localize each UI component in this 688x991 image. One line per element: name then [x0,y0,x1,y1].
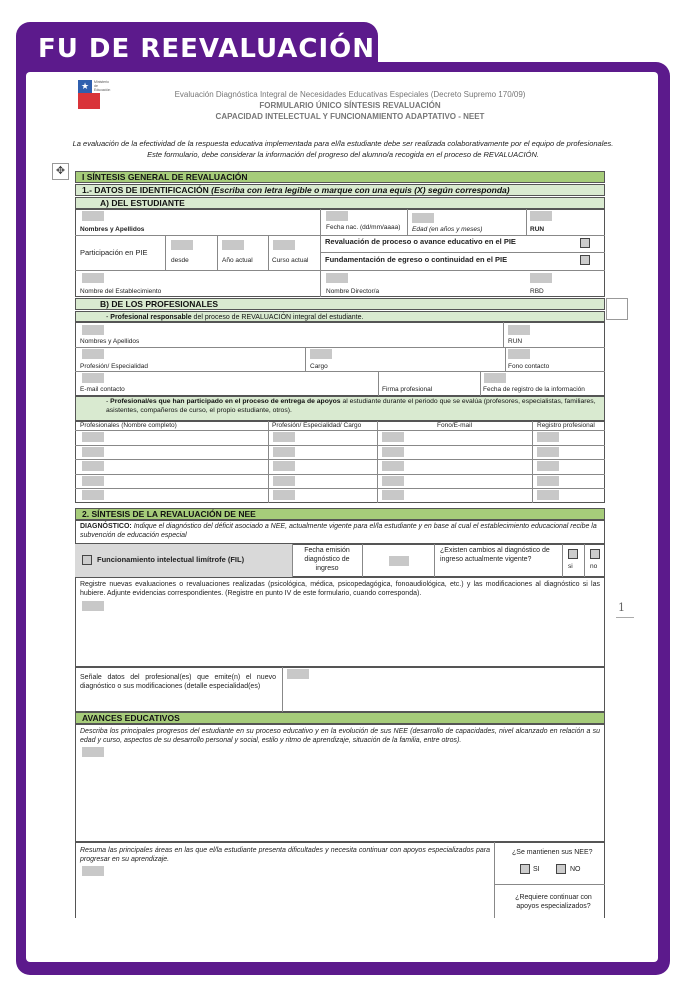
participants-note-bold: Profesional/es que han participado en el proceso de entrega de apoyos [110,398,341,405]
label-desde: desde [171,257,189,264]
section-1-title: I SÍNTESIS GENERAL DE REVALUACIÓN [75,171,605,183]
cambios-si-checkbox[interactable] [568,549,578,559]
divider [378,371,379,396]
mantienen-label: ¿Se mantienen sus NEE? [512,849,593,856]
resuma-text: Resuma las principales áreas en las que el/la estudiante presenta dificultades y necesita continuar con apoyos especializados para progresar en su aprendizaje. [80,847,490,863]
table-cell-field[interactable] [537,461,559,471]
participants-table [75,421,605,503]
divider [584,544,585,577]
table-cell-field[interactable] [273,447,295,457]
table-cell-field[interactable] [537,447,559,457]
label-firma: Firma profesional [382,386,433,393]
director-field[interactable] [326,273,348,283]
divider [494,842,495,918]
curso-actual-field[interactable] [273,240,295,250]
fecha-emision-field[interactable] [389,556,409,566]
table-cell-field[interactable] [273,490,295,500]
logo-label: Ministerio de Educación [94,80,111,92]
mantienen-si-checkbox[interactable] [520,864,530,874]
email-field[interactable] [82,373,104,383]
cargo-field[interactable] [310,349,332,359]
divider [434,544,435,577]
page-number-underline [616,617,634,618]
divider [526,209,527,235]
table-cell-field[interactable] [537,432,559,442]
table-cell-field[interactable] [273,432,295,442]
table-cell-field[interactable] [537,490,559,500]
divider [165,235,166,270]
table-header: Registro profesional [537,422,595,429]
divider [217,235,218,270]
resuma-field[interactable] [82,866,104,876]
divider [562,544,563,577]
diag-text: Indique el diagnóstico del déficit asociado a NEE, actualmente vigente para el/la estudiante y en base al cual el establecimiento educacional recibe la subvención de educación especial [80,523,597,539]
label-curso-actual: Curso actual [272,257,309,264]
cambios-label: ¿Existen cambios al diagnóstico de ingreso actualmente vigente? [440,547,550,563]
label-fundamentacion: Fundamentación de egreso o continuidad en el PIE [325,255,508,264]
responsible-note: del proceso de REVALUACIÓN integral del estudiante. [193,314,364,321]
fono-field[interactable] [508,349,530,359]
table-cell-field[interactable] [82,432,104,442]
header-line-2: FORMULARIO ÚNICO SÍNTESIS REVALUACIÓN [259,101,441,110]
anio-actual-field[interactable] [222,240,244,250]
divider [480,371,481,396]
table-cell-field[interactable] [382,447,404,457]
table-cell-field[interactable] [273,461,295,471]
fecha-emision-label: Fecha emisión diagnóstico de ingreso [304,547,350,572]
cambios-si-label: si [568,563,573,570]
describa-text: Describa los principales progresos del estudiante en su proceso educativo y en la evolución de sus NEE (desarrollo de capacidades, nivel alcanzado en relación a su edad y curso, aspectos de su desarrollo personal y social, estilo y ritmo de aprendizaje, situación de la familia, entre otros). [80,728,600,744]
label-cargo: Cargo [310,363,328,370]
divider [75,347,605,348]
divider [505,347,506,371]
table-header: Fono/E-mail [437,422,473,429]
requiere-label: ¿Requiere continuar con apoyos especializados? [515,894,592,910]
revaluacion-checkbox[interactable] [580,238,590,248]
label-prof-especialidad: Profesión/ Especialidad [80,363,148,370]
describa-field[interactable] [82,747,104,757]
label-fecha-registro: Fecha de registro de la información [483,386,585,393]
rbd-field[interactable] [530,273,552,283]
divider [305,347,306,371]
divider [75,371,605,372]
ministry-logo: ★ Ministerio de Educación [78,80,112,118]
registre-field[interactable] [82,601,104,611]
table-row-divider [75,459,605,460]
divider [320,252,605,253]
divider [532,421,533,503]
prof-name-field[interactable] [82,325,104,335]
cambios-no-label: no [590,563,598,570]
fundamentacion-checkbox[interactable] [580,255,590,265]
run-field[interactable] [530,211,552,221]
label-run: RUN [530,226,545,233]
table-cell-field[interactable] [382,432,404,442]
table-cell-field[interactable] [82,447,104,457]
intro-line-2: Este formulario, debe considerar la información del progreso del alumno/a recogida en el proceso de REVALUACIÓN. [147,150,539,159]
side-handle[interactable] [606,298,628,320]
table-cell-field[interactable] [382,461,404,471]
participants-note-bar: - Profesional/es que han participado en el proceso de entrega de apoyos al estudiante durante el periodo que se evalúa (profesores, especialistas, familiares, asistentes, compañeros de curso, el propio estudiante, otros). [75,396,605,421]
table-cell-field[interactable] [82,476,104,486]
cambios-no-checkbox[interactable] [590,549,600,559]
registre-text: Registre nuevas evaluaciones o revaluaciones realizadas (psicológica, médica, psicopedagógica, fonoaudiológica, etc.) y las modificaciones al diagnóstico si las hubiere. Adjunte evidencias correspondientes. (Registre en punto IV de este formulario, cuando corresponda). [80,581,600,597]
table-cell-field[interactable] [273,476,295,486]
divider [268,235,269,270]
label-prof-nombres: Nombres y Apellidos [80,338,140,345]
label-rbd: RBD [530,288,544,295]
avances-title: AVANCES EDUCATIVOS [75,712,605,724]
label-revaluacion: Revaluación de proceso o avance educativo en el PIE [325,237,516,246]
table-cell-field[interactable] [537,476,559,486]
senale-field[interactable] [287,669,309,679]
divider [320,209,321,297]
table-cell-field[interactable] [82,490,104,500]
desde-field[interactable] [171,240,193,250]
identification-note: (Escriba con letra legible o marque con una equis (X) según corresponda) [211,185,510,195]
mantienen-si-label: SI [533,866,540,873]
label-nombres: Nombres y Apellidos [80,226,145,233]
identification-bar [75,184,605,196]
label-email: E-mail contacto [80,386,125,393]
age-field[interactable] [412,213,434,223]
label-edad: Edad (en años y meses) [412,226,483,233]
table-cell-field[interactable] [382,490,404,500]
banner-title: FU DE REEVALUACIÓN [38,34,376,64]
mantienen-no-label: NO [570,866,581,873]
divider [282,667,283,712]
label-establecimiento: Nombre del Establecimiento [80,288,162,295]
birthdate-field[interactable] [326,211,348,221]
header-line-3: CAPACIDAD INTELECTUAL Y FUNCIONAMIENTO ADAPTATIVO - NEET [215,112,485,121]
fecha-registro-field[interactable] [484,373,506,383]
section-2-title: 2. SÍNTESIS DE LA REVALUACIÓN DE NEE [75,508,605,520]
divider [494,884,605,885]
table-header: Profesión/ Especialidad/ Cargo [272,422,362,429]
table-cell-field[interactable] [382,476,404,486]
label-director: Nombre Director/a [326,288,380,295]
header-line-1: Evaluación Diagnóstica Integral de Necesidades Educativas Especiales (Decreto Supremo 170/09) [174,90,526,99]
divider [75,270,605,271]
diagnosis-note [80,522,602,540]
responsible-note-bar: - Profesional responsable del proceso de REVALUACIÓN integral del estudiante. [75,311,605,322]
senale-text: Señale datos del profesional(es) que emite(n) el nuevo diagnóstico o sus modificaciones (detalle especialidad(es) [80,674,276,690]
professionals-subsection-title: B) DE LOS PROFESIONALES [75,298,605,310]
table-row-divider [75,488,605,489]
participants-note: al estudiante durante el periodo que se evalúa (profesores, especialistas, familiares, asistentes, compañeros de curso, el propio estudiante, otros). [106,398,596,414]
table-header: Profesionales (Nombre completo) [80,422,177,429]
label-fono: Fono contacto [508,363,550,370]
page-number: 1 [618,601,625,614]
divider [362,544,363,577]
student-subsection-title: A) DEL ESTUDIANTE [75,197,605,209]
prof-run-field[interactable] [508,325,530,335]
table-cell-field[interactable] [82,461,104,471]
label-prof-run: RUN [508,338,523,345]
divider [377,421,378,503]
school-name-field[interactable] [82,273,104,283]
intro-line-1: La evaluación de la efectividad de la respuesta educativa implementada para el/la estudiante debe ser realizada colaborativamente por el equipo de profesionales. [72,139,614,148]
fil-checkbox[interactable] [82,555,92,565]
divider [503,322,504,347]
label-anio-actual: Año actual [222,257,253,264]
label-fecha-nac: Fecha nac. (dd/mm/aaaa) [326,224,401,231]
divider [407,209,408,235]
move-handle-icon[interactable]: ✥ [52,163,69,180]
student-name-field[interactable] [82,211,104,221]
table-row-divider [75,430,605,431]
diag-label: DIAGNÓSTICO: [80,523,132,530]
identification-title: 1.- DATOS DE IDENTIFICACIÓN [82,185,209,195]
table-row-divider [75,445,605,446]
divider [75,235,605,236]
mantienen-no-checkbox[interactable] [556,864,566,874]
responsible-note-bold: Profesional responsable [110,314,192,321]
prof-specialty-field[interactable] [82,349,104,359]
divider [268,421,269,503]
label-participacion: Participación en PIE [80,248,148,257]
table-row-divider [75,474,605,475]
fil-label: Funcionamiento intelectual limítrofe (FIL) [97,555,245,564]
